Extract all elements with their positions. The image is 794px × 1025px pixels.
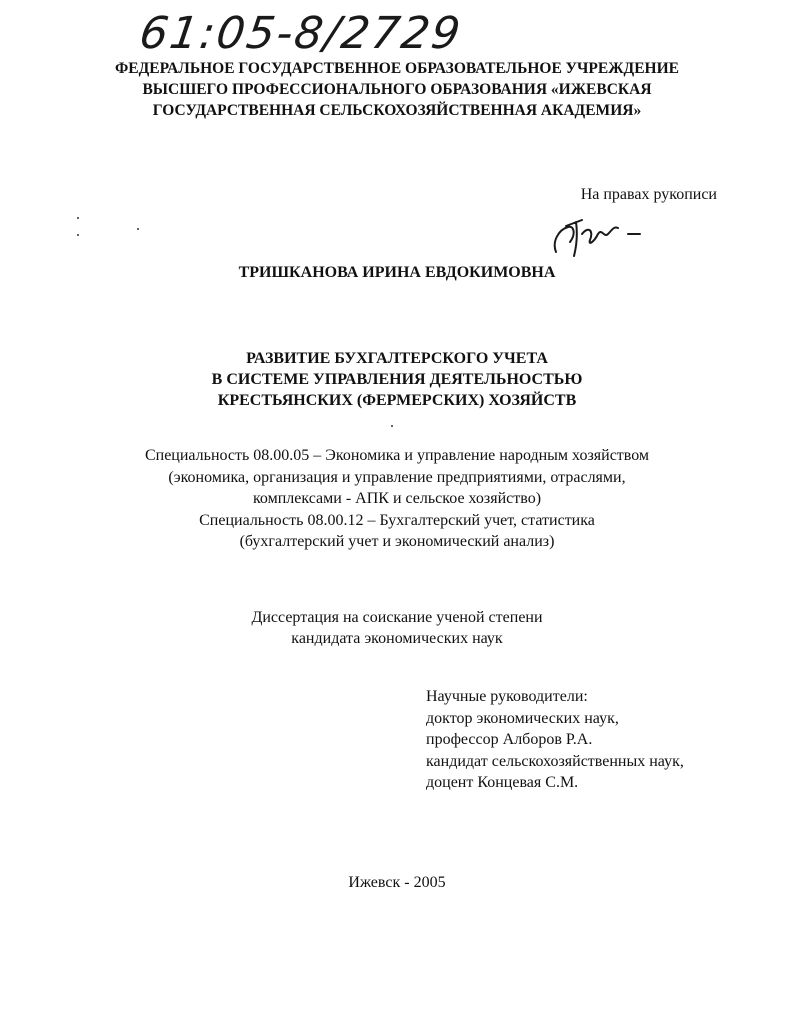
- advisor-line: кандидат сельскохозяйственных наук,: [426, 752, 684, 770]
- advisor-line: доктор экономических наук,: [426, 709, 619, 727]
- title-line: В СИСТЕМЕ УПРАВЛЕНИЯ ДЕЯТЕЛЬНОСТЬЮ: [211, 371, 583, 388]
- specialty-line: Специальность 08.00.05 – Экономика и управление народным хозяйством: [144, 447, 650, 464]
- specialty-line: (экономика, организация и управление предприятиями, отраслями,: [168, 468, 626, 486]
- author-signature: [548, 212, 658, 267]
- manuscript-rights-note: На правах рукописи: [580, 186, 717, 203]
- specialties-block: [0, 445, 794, 553]
- specialty-line: комплексами - АПК и сельское хозяйство): [252, 490, 542, 507]
- title-line: КРЕСТЬЯНСКИХ (ФЕРМЕРСКИХ) ХОЗЯЙСТВ: [217, 392, 577, 409]
- scientific-advisors: [426, 686, 684, 794]
- specialty-line: (бухгалтерский учет и экономический анализ): [239, 533, 555, 550]
- institution-line: ФЕДЕРАЛЬНОЕ ГОСУДАРСТВЕННОЕ ОБРАЗОВАТЕЛЬНОЕ УЧРЕЖДЕНИЕ: [114, 60, 680, 77]
- degree-line: кандидата экономических наук: [291, 630, 503, 647]
- scan-speck: [391, 425, 393, 427]
- scan-speck: [137, 228, 139, 230]
- degree-line: Диссертация на соискание ученой степени: [251, 609, 543, 626]
- advisors-heading: Научные руководители:: [426, 688, 588, 705]
- advisor-line: доцент Концевая С.М.: [426, 774, 579, 791]
- institution-header: [0, 58, 794, 121]
- specialty-line: Специальность 08.00.12 – Бухгалтерский учет, статистика: [199, 511, 595, 529]
- degree-statement: [0, 607, 794, 649]
- institution-line: ГОСУДАРСТВЕННАЯ СЕЛЬСКОХОЗЯЙСТВЕННАЯ АКАДЕМИЯ»: [152, 102, 642, 119]
- title-line: РАЗВИТИЕ БУХГАЛТЕРСКОГО УЧЕТА: [246, 350, 548, 367]
- city-and-year: Ижевск - 2005: [348, 874, 446, 891]
- author-name: ТРИШКАНОВА ИРИНА ЕВДОКИМОВНА: [238, 264, 556, 281]
- advisor-line: профессор Алборов Р.А.: [426, 731, 593, 748]
- archive-number-handwritten: 61:05-8/2729: [136, 8, 466, 59]
- dissertation-title: [0, 348, 794, 411]
- institution-line: ВЫСШЕГО ПРОФЕССИОНАЛЬНОГО ОБРАЗОВАНИЯ «ИЖЕВСКАЯ: [142, 81, 652, 98]
- scan-speck: [77, 234, 79, 236]
- scan-speck: [77, 217, 79, 219]
